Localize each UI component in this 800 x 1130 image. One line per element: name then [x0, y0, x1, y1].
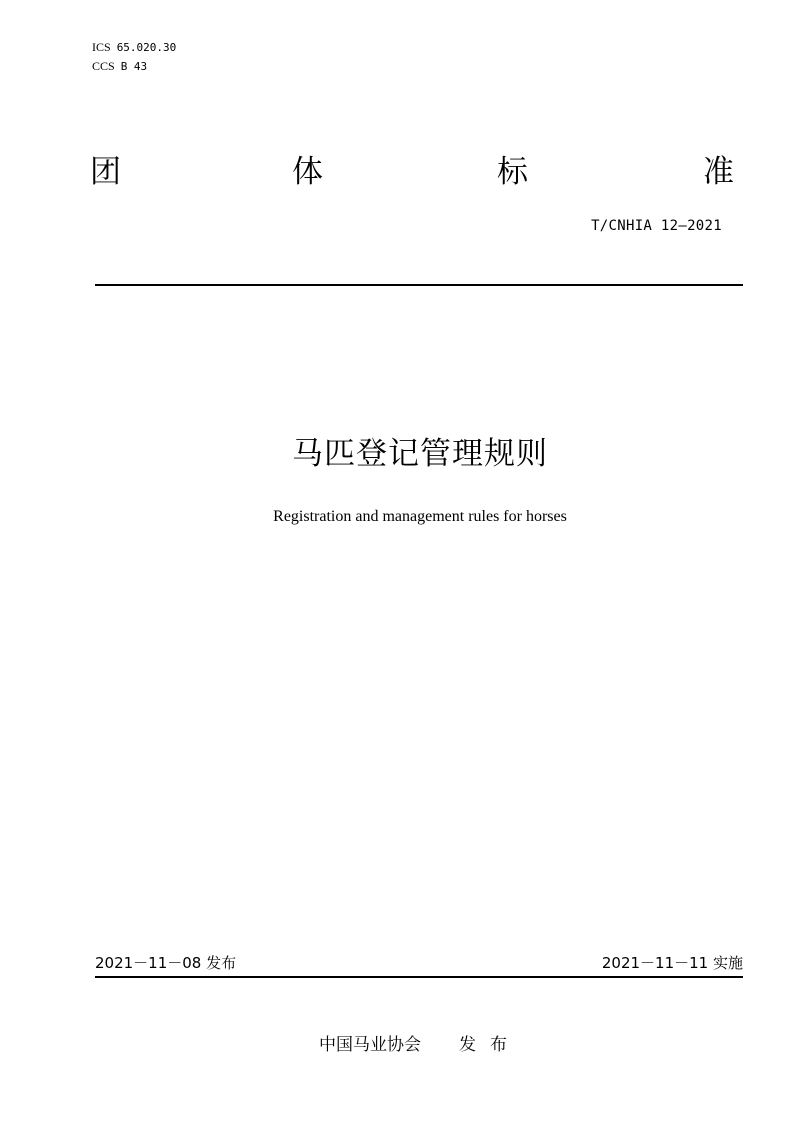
release-date: 2021－11－08 发布: [95, 954, 237, 972]
title-english: Registration and management rules for horses: [273, 508, 567, 525]
publisher-name: 中国马业协会: [319, 1035, 421, 1055]
ccs-label: CCS: [92, 59, 115, 73]
ccs-line: [92, 57, 176, 76]
publish-action: 发布: [459, 1035, 521, 1055]
standard-type-char-4: 准: [703, 154, 734, 190]
header-rule: [95, 284, 743, 286]
standard-type-char-2: 体: [292, 154, 323, 190]
footer-rule: [95, 976, 743, 978]
ics-code: 65.020.30: [116, 41, 177, 54]
title-chinese: 马匹登记管理规则: [292, 436, 548, 472]
publisher-line: [0, 1033, 800, 1057]
standard-type-char-1: 团: [90, 154, 121, 190]
standard-type-char-3: 标: [497, 154, 528, 190]
ccs-code: B 43: [120, 60, 148, 73]
classification-block: [92, 38, 176, 76]
implementation-date: 2021－11－11 实施: [601, 954, 743, 972]
ics-label: ICS: [92, 40, 111, 54]
ics-line: [92, 38, 176, 57]
standard-number: T/CNHIA 12—2021: [591, 218, 722, 234]
